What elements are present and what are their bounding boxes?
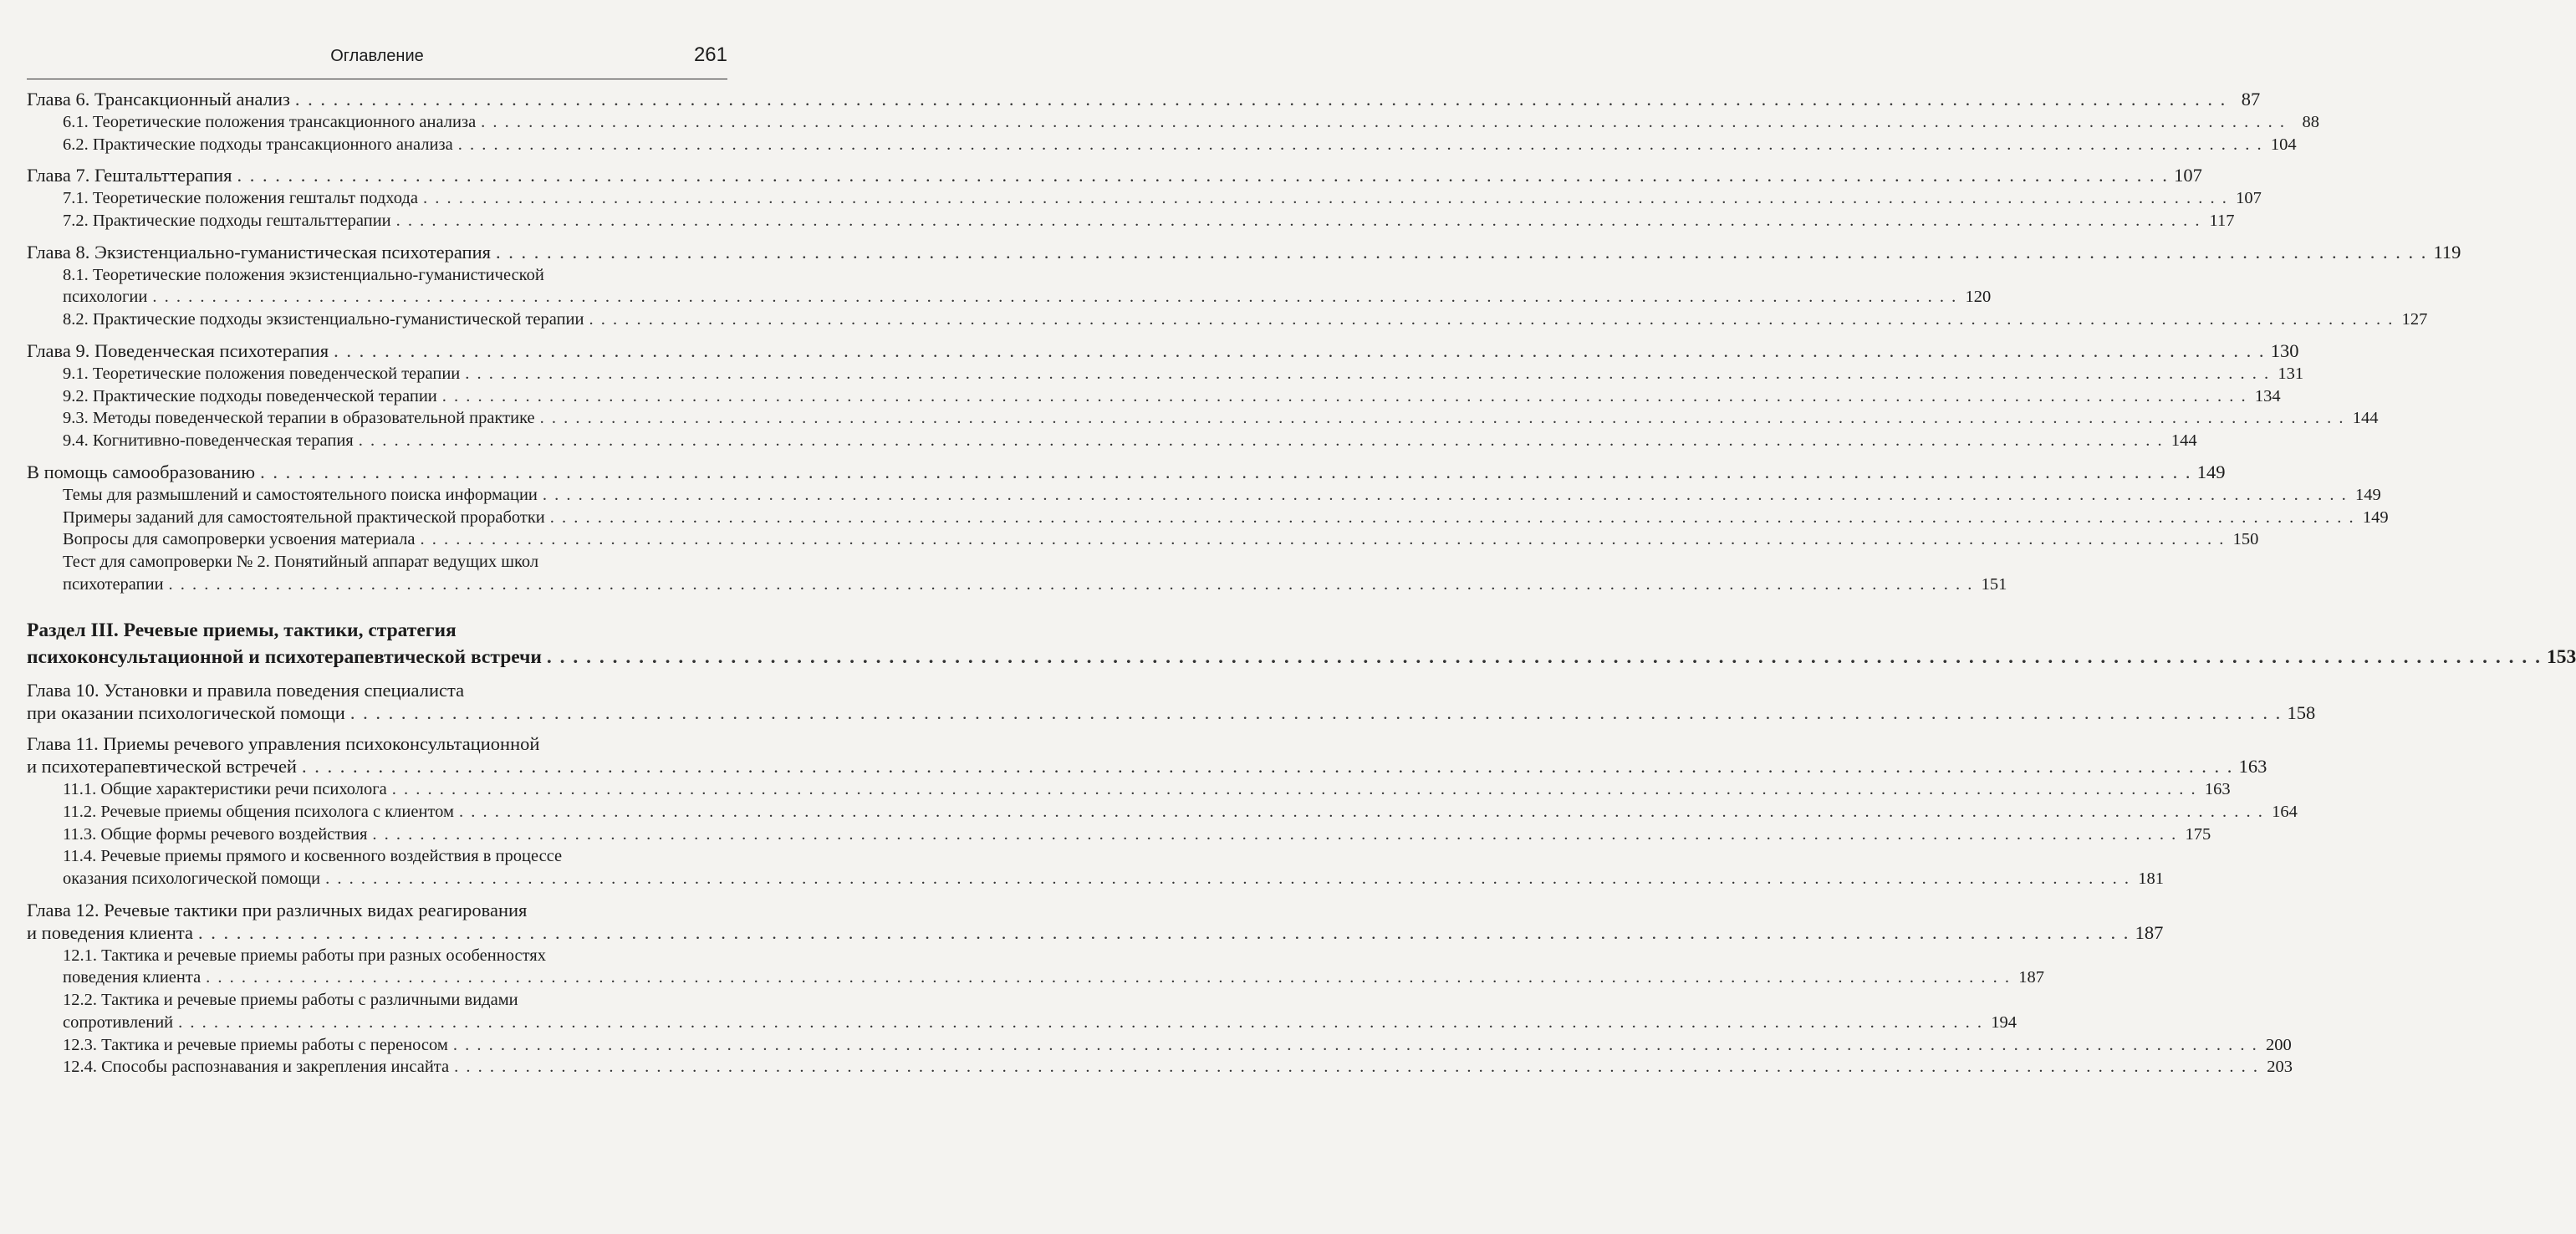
toc-entry-self-study-topics[interactable]: Темы для размышлений и самостоятельного поиска информации . . . 149 xyxy=(27,484,727,507)
toc-entry-self-study[interactable]: В помощь самообразованию . . . 149 xyxy=(27,461,727,484)
toc-entry-section-3[interactable]: психоконсультационной и психотерапевтической встречи . . . 153 xyxy=(27,644,727,671)
toc-entry-self-study-questions[interactable]: Вопросы для самопроверки усвоения материала . . . 150 xyxy=(27,528,727,551)
toc-entry-11-3[interactable]: 11.3. Общие формы речевого воздействия . . . 175 xyxy=(27,824,727,846)
toc-entry-6-1[interactable]: 6.1. Теоретические положения трансакционного анализа . . . 88 xyxy=(27,111,727,134)
toc-entry-11-2[interactable]: 11.2. Речевые приемы общения психолога с клиентом . . . 164 xyxy=(27,801,727,824)
toc-entry-chapter-8[interactable]: Глава 8. Экзистенциально-гуманистическая психотерапия . . . 119 xyxy=(27,242,727,264)
toc-entry-9-1[interactable]: 9.1. Теоретические положения поведенческой терапии . . . 131 xyxy=(27,363,727,385)
toc-entry-chapter-9[interactable]: Глава 9. Поведенческая психотерапия . . . 130 xyxy=(27,340,727,363)
toc-entry-7-1[interactable]: 7.1. Теоретические положения гештальт подхода . . . 107 xyxy=(27,187,727,210)
toc-entry-12-1-line1[interactable]: 12.1. Тактика и речевые приемы работы при разных особенностях xyxy=(63,946,546,965)
toc-entry-chapter-12-line1[interactable]: Глава 12. Речевые тактики при различных видах реагирования xyxy=(27,899,528,920)
running-title: Оглавление xyxy=(330,47,424,65)
toc-entry-12-3[interactable]: 12.3. Тактика и речевые приемы работы с переносом . . . 200 xyxy=(27,1034,727,1057)
toc-entry-12-2[interactable]: сопротивлений . . . 194 xyxy=(27,1012,727,1034)
toc-entry-self-study-test[interactable]: психотерапии . . . 151 xyxy=(27,574,727,596)
toc-entry-chapter-10-line1[interactable]: Глава 10. Установки и правила поведения специалиста xyxy=(27,679,465,701)
toc-entry-chapter-10[interactable]: при оказании психологической помощи . . . 158 xyxy=(27,702,727,725)
toc-entry-9-2[interactable]: 9.2. Практические подходы поведенческой терапии . . . 134 xyxy=(27,385,727,408)
toc-entry-8-2[interactable]: 8.2. Практические подходы экзистенциально-гуманистической терапии . . . 127 xyxy=(27,308,727,331)
toc-entry-section-3-line1[interactable]: Раздел III. Речевые приемы, тактики, стратегия xyxy=(27,619,457,641)
toc-entry-11-4[interactable]: оказания психологической помощи . . . 181 xyxy=(27,868,727,890)
toc-entry-chapter-11-line1[interactable]: Глава 11. Приемы речевого управления психоконсультационной xyxy=(27,733,540,755)
toc-entry-12-1[interactable]: поведения клиента . . . 187 xyxy=(27,966,727,989)
page-number: 261 xyxy=(693,43,727,66)
toc-entry-9-4[interactable]: 9.4. Когнитивно-поведенческая терапия . . . 144 xyxy=(27,430,727,452)
toc-entry-11-4-line1[interactable]: 11.4. Речевые приемы прямого и косвенного воздействия в процессе xyxy=(63,847,563,866)
toc-entry-12-4[interactable]: 12.4. Способы распознавания и закрепления инсайта . . . 203 xyxy=(27,1056,727,1078)
toc-entry-9-3[interactable]: 9.3. Методы поведенческой терапии в образовательной практике . . . 144 xyxy=(27,407,727,430)
toc-entry-chapter-7[interactable]: Глава 7. Гештальттерапия . . . 107 xyxy=(27,165,727,187)
toc-entry-chapter-11[interactable]: и психотерапевтической встречей . . . 163 xyxy=(27,756,727,778)
table-of-contents xyxy=(27,89,2576,1078)
toc-entry-self-study-tasks[interactable]: Примеры заданий для самостоятельной практической проработки . . . 149 xyxy=(27,507,727,529)
running-header xyxy=(27,42,727,79)
toc-entry-chapter-12[interactable]: и поведения клиента . . . 187 xyxy=(27,922,727,945)
toc-entry-self-study-test-line1[interactable]: Тест для самопроверки № 2. Понятийный аппарат ведущих школ xyxy=(63,553,539,572)
toc-entry-chapter-6[interactable]: Глава 6. Трансакционный анализ . . . 87 xyxy=(27,89,727,111)
toc-entry-8-1[interactable]: психологии . . . 120 xyxy=(27,286,727,308)
toc-entry-12-2-line1[interactable]: 12.2. Тактика и речевые приемы работы с различными видами xyxy=(63,991,518,1010)
toc-entry-8-1-line1[interactable]: 8.1. Теоретические положения экзистенциально-гуманистической xyxy=(63,265,544,284)
toc-entry-6-2[interactable]: 6.2. Практические подходы трансакционного анализа . . . 104 xyxy=(27,134,727,156)
toc-entry-11-1[interactable]: 11.1. Общие характеристики речи психолога . . . 163 xyxy=(27,778,727,801)
toc-entry-7-2[interactable]: 7.2. Практические подходы гештальттерапии . . . 117 xyxy=(27,210,727,232)
